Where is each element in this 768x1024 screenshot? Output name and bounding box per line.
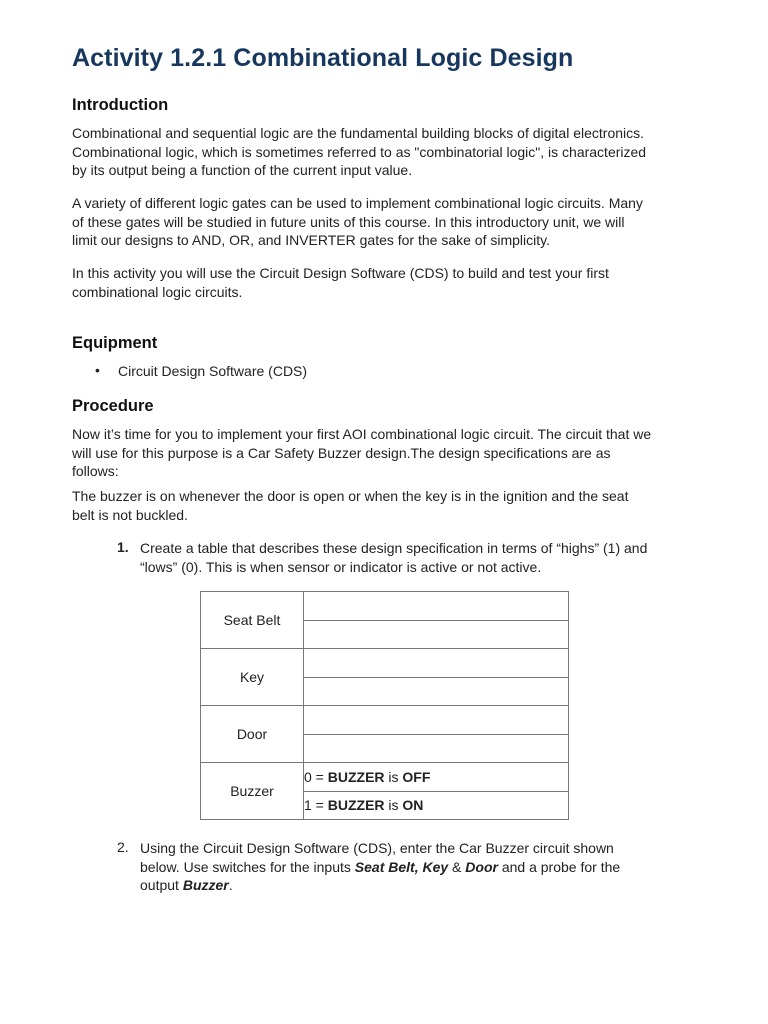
- step-1-text: [140, 539, 710, 576]
- table-cell-empty: [304, 677, 569, 706]
- design-spec-table: [200, 591, 569, 820]
- introduction-heading: Introduction: [72, 96, 169, 114]
- equipment-item: Circuit Design Software (CDS): [118, 363, 308, 379]
- text-line: limit our designs to AND, OR, and INVERTER gates for the sake of simplicity.: [72, 232, 550, 248]
- buzzer-emphasis: Buzzer: [182, 877, 229, 893]
- page-title: Activity 1.2.1 Combinational Logic Design: [72, 44, 574, 72]
- procedure-paragraph-2: [72, 487, 702, 524]
- buzzer-on-prefix: 1 =: [304, 797, 328, 814]
- text-line: “lows” (0). This is when sensor or indicator is active or not active.: [140, 558, 542, 575]
- buzzer-on-state: ON: [402, 797, 424, 814]
- introduction-paragraph-2: [72, 194, 702, 250]
- door-emphasis: Door: [465, 858, 498, 875]
- buzzer-off-cell: [304, 763, 569, 792]
- buzzer-on-cell: [304, 791, 569, 820]
- step-2-text: [140, 839, 710, 895]
- text-line: In this activity you will use the Circuit Design Software (CDS) to build and test your first: [72, 265, 609, 281]
- text-line: follows:: [72, 463, 119, 479]
- row-label-key: Key: [201, 649, 304, 706]
- step-1-number: 1.: [117, 539, 129, 555]
- table-row: [201, 592, 569, 621]
- text-line: Using the Circuit Design Software (CDS), enter the Car Buzzer circuit shown: [140, 840, 614, 856]
- procedure-heading: Procedure: [72, 397, 154, 415]
- bullet-icon: •: [95, 362, 100, 378]
- introduction-paragraph-3: [72, 264, 702, 301]
- row-label-buzzer: Buzzer: [201, 763, 304, 820]
- text-line: combinational logic circuits.: [72, 283, 243, 300]
- buzzer-on-mid: is: [384, 797, 403, 814]
- table-cell-empty: [304, 734, 569, 763]
- text-line: by its output being a function of the current input value.: [72, 162, 413, 178]
- equipment-heading: Equipment: [72, 334, 158, 352]
- buzzer-off-name: BUZZER: [327, 768, 385, 785]
- table-row: [201, 763, 569, 792]
- text-line: will use for this purpose is a Car Safety Buzzer design.The design specifications are as: [72, 444, 611, 461]
- introduction-paragraph-1: [72, 124, 702, 180]
- text-line: Combinational logic, which is sometimes referred to as "combinatorial logic", is characterized: [72, 143, 647, 160]
- buzzer-off-prefix: 0 =: [304, 768, 328, 785]
- text-fragment: .: [228, 877, 233, 893]
- input-names-emphasis: Seat Belt, Key: [354, 858, 449, 875]
- text-line: belt is not buckled.: [72, 506, 188, 523]
- text-line: Create a table that describes these design specification in terms of “highs” (1) and: [140, 540, 648, 556]
- text-line: Combinational and sequential logic are the fundamental building blocks of digital electronics.: [72, 125, 645, 141]
- buzzer-off-state: OFF: [402, 768, 431, 785]
- text-fragment: &: [448, 858, 466, 875]
- table-cell-empty: [304, 592, 569, 621]
- buzzer-off-mid: is: [384, 768, 403, 785]
- table-cell-empty: [304, 620, 569, 649]
- text-fragment: output: [140, 877, 183, 893]
- step-2-number: 2.: [117, 839, 129, 855]
- text-line: A variety of different logic gates can be used to implement combinational logic circuits. Many: [72, 195, 643, 211]
- table-cell-empty: [304, 649, 569, 678]
- table-row: [201, 649, 569, 678]
- procedure-paragraph-1: [72, 425, 702, 481]
- table-row: [201, 706, 569, 735]
- row-label-door: Door: [201, 706, 304, 763]
- text-line: Now it’s time for you to implement your first AOI combinational logic circuit. The circuit that we: [72, 426, 652, 442]
- row-label-seat-belt: Seat Belt: [201, 592, 304, 649]
- table-cell-empty: [304, 706, 569, 735]
- text-fragment: and a probe for the: [497, 858, 621, 875]
- text-line: of these gates will be studied in future units of this course. In this introductory unit, we will: [72, 213, 625, 230]
- text-line: The buzzer is on whenever the door is open or when the key is in the ignition and the seat: [72, 488, 629, 504]
- text-fragment: below. Use switches for the inputs: [140, 858, 355, 875]
- buzzer-on-name: BUZZER: [327, 797, 385, 814]
